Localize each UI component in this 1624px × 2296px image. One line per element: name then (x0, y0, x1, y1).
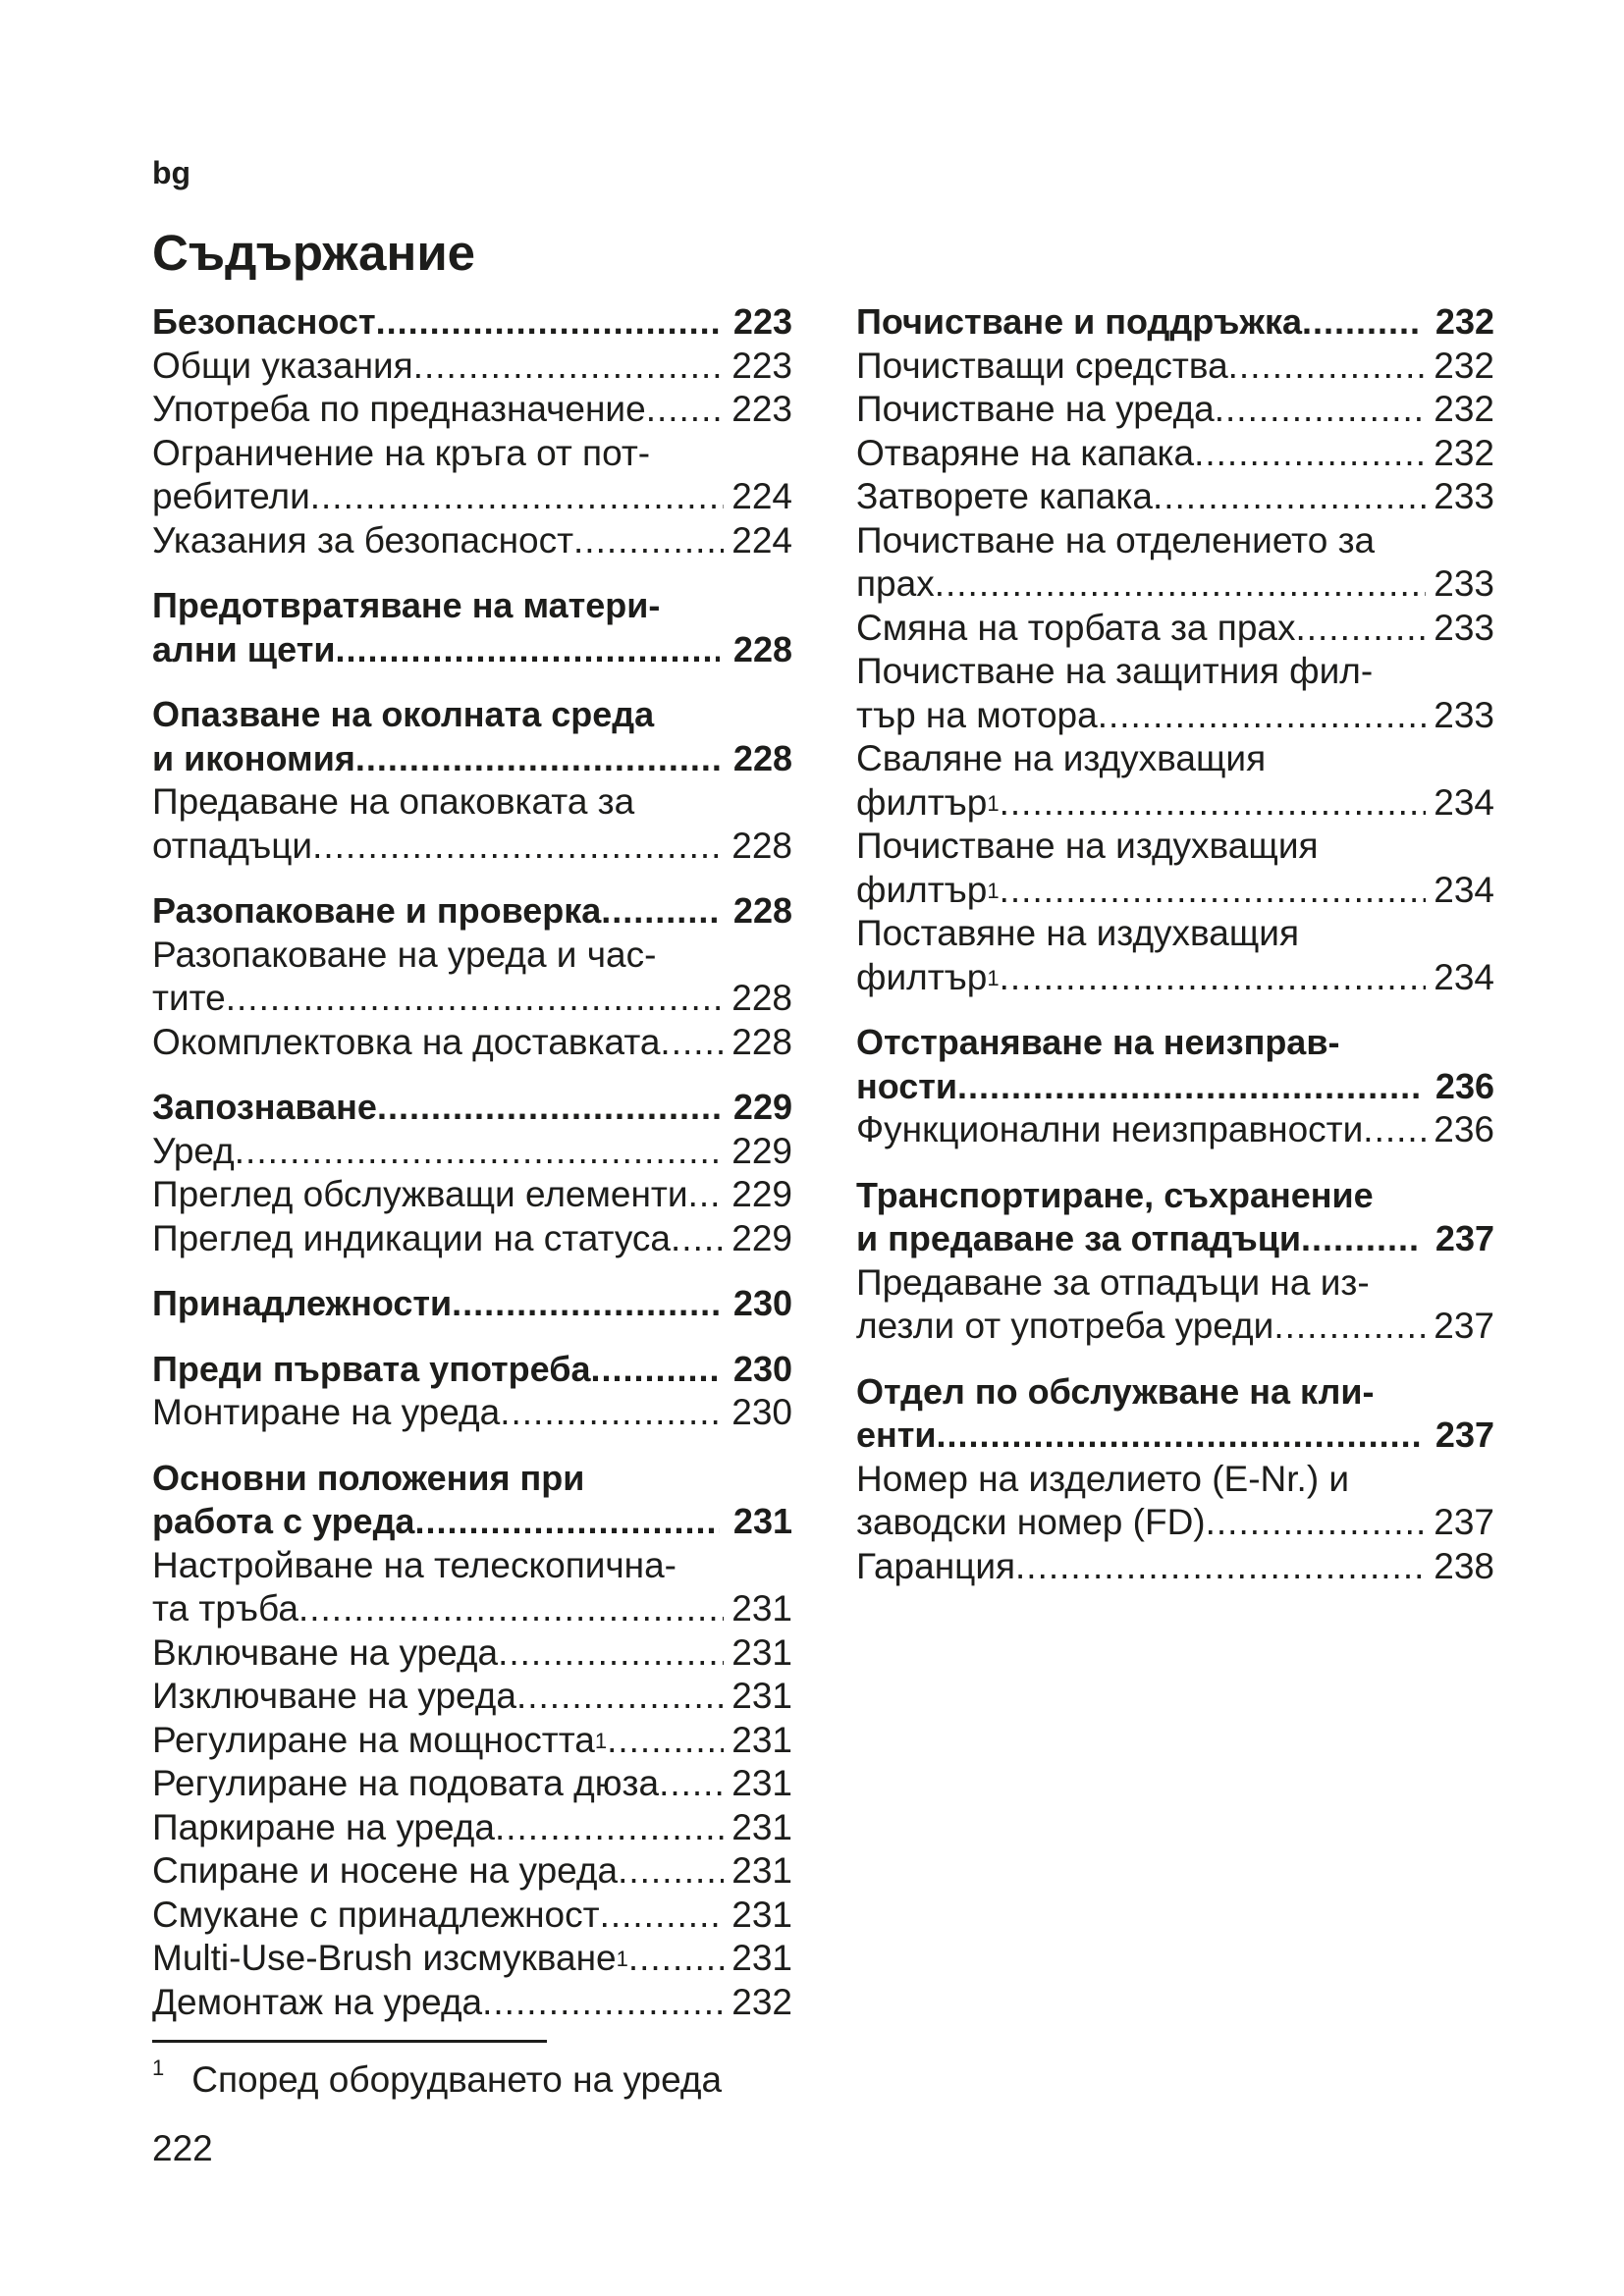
toc-entry-title: Предаване на опаковката за (152, 781, 635, 822)
toc-page-number: 237 (1435, 1415, 1494, 1455)
dot-leader (1302, 300, 1422, 345)
toc-entry-title: Преглед индикации на статуса (152, 1217, 672, 1258)
toc-entry-title: работа с уреда (152, 1501, 415, 1541)
toc-entry (856, 607, 1494, 651)
toc-page-number: 231 (731, 1938, 792, 1978)
toc-page-number: 230 (732, 1283, 792, 1323)
toc-section (856, 1174, 1494, 1349)
toc-page-number: 231 (731, 1588, 792, 1629)
dot-leader (601, 889, 720, 934)
page-title: Съдържание (152, 225, 476, 281)
dot-leader (516, 1675, 724, 1719)
footnote-reference: 1 (616, 1947, 628, 1971)
toc-entry-title: Почистване на издухващия (856, 826, 1319, 866)
toc-page-number: 236 (1434, 1109, 1494, 1149)
toc-entry-title: и предаване за отпадъци (856, 1218, 1302, 1258)
toc-entry-title: Преди първата употреба (152, 1348, 591, 1389)
toc-page-number: 232 (1434, 432, 1494, 473)
toc-entry-title: лезли от употреба уреди (856, 1306, 1274, 1346)
footnote-reference: 1 (987, 965, 1000, 990)
toc-entry-title: Отваряне на капака (856, 432, 1195, 473)
toc-entry (856, 388, 1494, 432)
toc-page-number: 230 (732, 1348, 792, 1389)
toc-entry-title: Почистване на отделението за (856, 519, 1376, 561)
toc-entry (152, 1021, 792, 1065)
toc-page-number: 232 (731, 1981, 792, 2022)
toc-entry (152, 388, 792, 432)
toc-entry-title: Употреба по предназначение (152, 389, 646, 429)
toc-page-number: 231 (731, 1806, 792, 1847)
toc-right-column (856, 300, 1494, 1610)
toc-entry-title: и икономия (152, 737, 355, 778)
footnote-reference: 1 (987, 878, 1000, 903)
toc-section (856, 1021, 1494, 1152)
toc-heading (152, 1348, 792, 1392)
toc-entry (856, 694, 1494, 738)
toc-heading (152, 1282, 792, 1326)
toc-entry-title: Запознаване (152, 1087, 377, 1127)
toc-heading (152, 737, 792, 781)
toc-page-number: 231 (731, 1894, 792, 1935)
toc-entry-title: Уред (152, 1130, 235, 1171)
toc-entry-title: тите (152, 978, 226, 1018)
dot-leader (618, 1849, 724, 1894)
footnote-text: Според оборудването на уреда (191, 2059, 723, 2100)
footnote-reference: 1 (594, 1728, 608, 1753)
toc-entry-title: Указания за безопасност (152, 519, 574, 561)
dot-leader (377, 1086, 720, 1130)
toc-entry (856, 1261, 1494, 1306)
toc-entry-title: Почистващи средства (856, 345, 1228, 386)
toc-entry (152, 519, 792, 563)
toc-entry-title: Регулиране на мощността (152, 1719, 595, 1760)
toc-entry (152, 1217, 792, 1261)
dot-leader (660, 1021, 724, 1065)
toc-section (152, 1457, 792, 2025)
language-code: bg (152, 155, 191, 190)
toc-section (856, 300, 1494, 999)
dot-leader (688, 1173, 725, 1217)
toc-heading (152, 1500, 792, 1544)
dot-leader (957, 1065, 1422, 1109)
toc-entry-title: Почистване на уреда (856, 389, 1215, 429)
toc-heading (152, 889, 792, 934)
dot-leader (600, 1894, 725, 1938)
dot-leader (573, 519, 724, 563)
toc-entry-title: Разопаковане на уреда и час- (152, 934, 657, 975)
dot-leader (1301, 1217, 1422, 1261)
toc-page-number: 228 (731, 978, 792, 1018)
toc-heading (152, 300, 792, 345)
dot-leader (671, 1217, 724, 1261)
dot-leader (482, 1981, 724, 2025)
toc-page-number: 223 (732, 301, 792, 342)
toc-entry (856, 1501, 1494, 1545)
toc-entry (856, 781, 1494, 826)
toc-page-number: 228 (732, 737, 792, 778)
dot-leader (312, 825, 724, 869)
toc-entry-title: Общи указания (152, 345, 413, 386)
toc-entry-title: Ограничение на кръга от пот- (152, 432, 651, 473)
toc-entry (856, 345, 1494, 389)
toc-section (152, 1348, 792, 1435)
toc-entry (856, 562, 1494, 607)
dot-leader (1215, 388, 1427, 432)
dot-leader (1206, 1501, 1427, 1545)
toc-entry-title: Поставяне на издухващия (856, 913, 1300, 953)
dot-leader (226, 977, 725, 1021)
dot-leader (452, 1282, 720, 1326)
toc-entry-title: Преглед обслужващи елементи (152, 1174, 688, 1214)
toc-heading (152, 584, 792, 628)
toc-entry (152, 1391, 792, 1435)
dot-leader (1000, 956, 1427, 1000)
toc-entry (152, 1806, 792, 1850)
toc-entry (152, 1544, 792, 1588)
toc-entry-title: Основни положения при (152, 1457, 585, 1498)
toc-page-number: 228 (732, 628, 792, 669)
toc-entry (856, 869, 1494, 913)
dot-leader (498, 1631, 724, 1676)
toc-entry-title: Сваляне на издухващия (856, 738, 1267, 778)
toc-page-number: 230 (731, 1392, 792, 1432)
dot-leader (1295, 607, 1426, 651)
dot-leader (1000, 781, 1427, 826)
dot-leader (376, 300, 720, 345)
toc-entry-title: Разопаковане и проверка (152, 890, 602, 931)
toc-page-number: 233 (1434, 476, 1494, 516)
toc-entry-title: филтър (856, 956, 988, 997)
toc-entry (856, 1545, 1494, 1589)
dot-leader (310, 475, 725, 519)
toc-entry (856, 825, 1494, 869)
toc-section (152, 584, 792, 671)
toc-section (152, 1282, 792, 1326)
dot-leader (414, 1500, 719, 1544)
toc-page-number: 232 (1434, 345, 1494, 386)
toc-entry-title: Опазване на околната среда (152, 694, 655, 734)
toc-page-number: 233 (1434, 694, 1494, 735)
dot-leader (355, 737, 720, 781)
toc-entry-title: Гаранция (856, 1545, 1016, 1586)
toc-page-number: 237 (1434, 1306, 1494, 1346)
toc-page-number: 237 (1435, 1218, 1494, 1258)
footnote-divider (152, 2040, 547, 2043)
toc-heading (152, 1086, 792, 1130)
toc-entry-title: Настройване на телескопична- (152, 1544, 677, 1585)
dot-leader (1194, 432, 1426, 476)
toc-entry-title: Монтиране на уреда (152, 1392, 501, 1432)
toc-entry-title: ални щети (152, 628, 336, 669)
toc-entry-title: Почистване и поддръжка (856, 301, 1302, 342)
toc-page-number: 228 (731, 825, 792, 866)
dot-leader (298, 1587, 724, 1631)
toc-section (152, 693, 792, 868)
toc-entry (152, 345, 792, 389)
toc-page-number: 229 (731, 1217, 792, 1258)
toc-entry (856, 519, 1494, 563)
dot-leader (1098, 694, 1427, 738)
toc-entry (856, 912, 1494, 956)
toc-entry-title: Безопасност (152, 301, 376, 342)
toc-entry (152, 1981, 792, 2025)
footnote-mark: 1 (152, 2056, 165, 2080)
toc-page-number: 238 (1434, 1545, 1494, 1586)
toc-entry-title: ребители (152, 476, 310, 516)
toc-entry (152, 934, 792, 978)
dot-leader (628, 1937, 724, 1981)
dot-leader (590, 1348, 719, 1392)
toc-entry-title: Номер на изделието (E-Nr.) и (856, 1458, 1350, 1499)
toc-page-number: 223 (731, 345, 792, 386)
toc-page-number: 224 (731, 519, 792, 561)
toc-heading (856, 1414, 1494, 1458)
toc-page-number: 231 (732, 1501, 792, 1541)
toc-entry-title: филтър (856, 869, 988, 910)
page-number: 222 (152, 2128, 213, 2168)
toc-page-number: 231 (731, 1631, 792, 1673)
toc-page-number: 231 (731, 1719, 792, 1760)
toc-entry-title: прах (856, 563, 935, 604)
toc-entry (152, 475, 792, 519)
toc-entry (856, 475, 1494, 519)
dot-leader (1228, 345, 1427, 389)
dot-leader (495, 1806, 724, 1850)
toc-entry-title: енти (856, 1415, 937, 1455)
toc-entry-title: Предотвратяване на матери- (152, 585, 661, 625)
toc-entry (152, 1675, 792, 1719)
toc-heading (856, 300, 1494, 345)
toc-entry (856, 432, 1494, 476)
toc-entry (152, 432, 792, 476)
toc-heading (152, 1457, 792, 1501)
dot-leader (235, 1130, 724, 1174)
footnote-reference: 1 (987, 790, 1000, 816)
toc-entry (856, 956, 1494, 1000)
toc-entry-title: Паркиране на уреда (152, 1806, 495, 1847)
toc-entry (152, 1762, 792, 1806)
toc-entry-title: Multi-Use-Brush изсмукване (152, 1938, 617, 1978)
toc-entry-title: Затворете капака (856, 476, 1153, 516)
toc-page-number: 233 (1434, 563, 1494, 604)
toc-heading (856, 1370, 1494, 1415)
toc-entry (152, 1173, 792, 1217)
toc-entry-title: отпадъци (152, 825, 313, 866)
toc-entry (152, 825, 792, 869)
toc-entry (856, 1458, 1494, 1502)
toc-section (152, 1086, 792, 1260)
dot-leader (607, 1719, 724, 1763)
dot-leader (646, 388, 725, 432)
toc-entry-title: Окомплектовка на доставката (152, 1021, 661, 1062)
toc-page-number: 232 (1435, 301, 1494, 342)
toc-entry-title: Предаване за отпадъци на из- (856, 1261, 1370, 1303)
toc-entry (152, 1894, 792, 1938)
toc-entry-title: Смяна на торбата за прах (856, 607, 1296, 648)
toc-heading (856, 1174, 1494, 1218)
toc-entry-title: Изключване на уреда (152, 1676, 516, 1716)
toc-entry-title: заводски номер (FD) (856, 1502, 1206, 1542)
toc-heading (152, 628, 792, 672)
toc-page-number: 231 (731, 1763, 792, 1803)
toc-entry-title: Почистване на защитния фил- (856, 651, 1374, 691)
toc-heading (856, 1021, 1494, 1065)
dot-leader (413, 345, 725, 389)
toc-entry (152, 977, 792, 1021)
dot-leader (1000, 869, 1427, 913)
toc-page-number: 231 (731, 1850, 792, 1891)
toc-entry-title: Регулиране на подовата дюза (152, 1763, 660, 1803)
toc-entry-title: филтър (856, 781, 988, 823)
dot-leader (1015, 1545, 1426, 1589)
toc-entry (152, 1849, 792, 1894)
toc-page-number: 234 (1434, 781, 1494, 823)
toc-entry (152, 1631, 792, 1676)
toc-section (152, 889, 792, 1064)
dot-leader (659, 1762, 724, 1806)
toc-entry-title: Отстраняване на неизправ- (856, 1022, 1340, 1062)
toc-entry-title: Демонтаж на уреда (152, 1981, 483, 2022)
toc-page-number: 234 (1434, 956, 1494, 997)
toc-entry (856, 1108, 1494, 1152)
toc-page-number: 236 (1435, 1065, 1494, 1106)
toc-heading (856, 1065, 1494, 1109)
toc-entry (856, 737, 1494, 781)
toc-entry (152, 1587, 792, 1631)
toc-left-column (152, 300, 792, 2046)
dot-leader (1273, 1305, 1426, 1349)
dot-leader (1153, 475, 1426, 519)
toc-entry (152, 1719, 792, 1763)
toc-page-number: 231 (731, 1676, 792, 1716)
toc-entry-title: ности (856, 1065, 958, 1106)
toc-page-number: 228 (731, 1021, 792, 1062)
toc-entry-title: Функционални неизправности (856, 1109, 1364, 1149)
toc-page-number: 224 (731, 476, 792, 516)
toc-section (856, 1370, 1494, 1589)
toc-entry (152, 1130, 792, 1174)
toc-entry-title: та тръба (152, 1588, 298, 1629)
toc-page-number: 232 (1434, 389, 1494, 429)
toc-entry-title: Смукане с принадлежност (152, 1894, 600, 1935)
toc-entry (152, 1937, 792, 1981)
toc-page-number: 234 (1434, 869, 1494, 910)
dot-leader (935, 562, 1427, 607)
toc-entry (152, 780, 792, 825)
toc-entry-title: Принадлежности (152, 1283, 453, 1323)
toc-heading (856, 1217, 1494, 1261)
toc-page-number: 229 (732, 1087, 792, 1127)
toc-page-number: 229 (731, 1130, 792, 1171)
toc-heading (152, 693, 792, 737)
toc-entry (856, 650, 1494, 694)
dot-leader (335, 628, 719, 672)
toc-page-number: 229 (731, 1174, 792, 1214)
toc-section (152, 300, 792, 562)
dot-leader (937, 1414, 1422, 1458)
toc-entry-title: тър на мотора (856, 694, 1098, 735)
toc-page-number: 237 (1434, 1502, 1494, 1542)
toc-entry-title: Отдел по обслужване на кли- (856, 1370, 1375, 1412)
dot-leader (500, 1391, 724, 1435)
toc-page-number: 228 (732, 890, 792, 931)
toc-page-number: 223 (731, 389, 792, 429)
toc-page-number: 233 (1434, 607, 1494, 648)
toc-entry-title: Включване на уреда (152, 1631, 499, 1673)
toc-entry-title: Транспортиране, съхранение (856, 1174, 1374, 1215)
dot-leader (1363, 1108, 1426, 1152)
toc-entry (856, 1305, 1494, 1349)
footnote (152, 2056, 723, 2101)
toc-entry-title: Спиране и носене на уреда (152, 1850, 619, 1891)
